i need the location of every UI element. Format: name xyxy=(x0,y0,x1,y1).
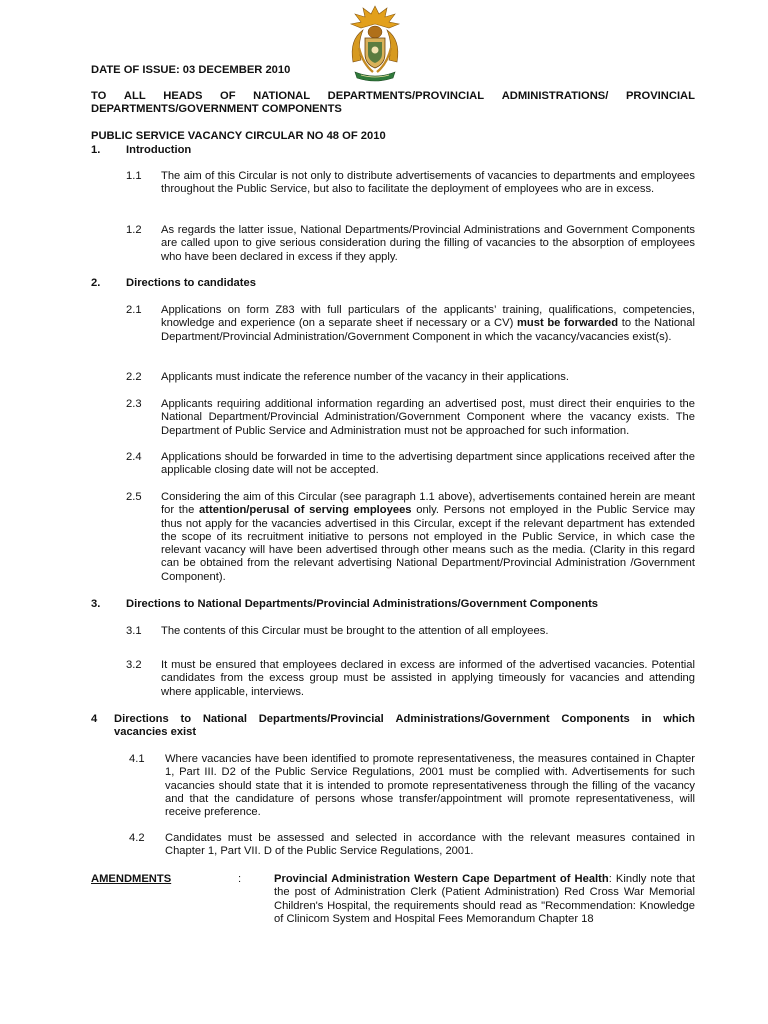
paragraph-text: As regards the latter issue, National Departments/Provincial Administrations and Government Components are called upon to give serious consideration during the filling of vacancies to the absorption of employees who have been declared in excess if they apply. xyxy=(161,224,695,263)
section-number: 2. xyxy=(91,277,101,289)
paragraph-number: 2.1 xyxy=(126,304,142,316)
paragraph-number: 2.3 xyxy=(126,398,142,410)
section-heading-directions-to-candidates: Directions to candidates xyxy=(126,277,256,289)
section-heading-introduction: Introduction xyxy=(126,144,192,156)
paragraph-number: 2.5 xyxy=(126,491,142,503)
paragraph-text: Applicants requiring additional information regarding an advertised post, must direct their enquiries to the National Department/Provincial Administration/Government Component where the vacancy exists. The Department of Public Service and Administration must not be approached for such information. xyxy=(161,398,695,437)
paragraph-number: 4.1 xyxy=(129,753,145,765)
section-heading-directions-to-departments: Directions to National Departments/Provincial Administrations/Government Components xyxy=(126,598,599,610)
paragraph-number: 2.4 xyxy=(126,451,142,463)
circular-title: PUBLIC SERVICE VACANCY CIRCULAR NO 48 OF 2010 xyxy=(91,130,386,142)
paragraph-text: Considering the aim of this Circular (see paragraph 1.1 above), advertisements contained herein are meant for the attention/perusal of serving employees only. Persons not employed in the Public Service may thus not apply for the vacancies advertised in this Circular, except if the relevant department has extended the scope of its recruitment initiative to persons not employed in the Public Service, in which case the relevant vacancy will have been advertised through other means such as the media. (Clarity in this regard can be obtained from the relevant advertising National Department/Provincial Administration /Government Component). xyxy=(161,491,696,583)
paragraph-text: Applicants must indicate the reference number of the vacancy in their applications. xyxy=(161,371,569,383)
paragraph-text: Applications on form Z83 with full particulars of the applicants’ training, qualifications, competencies, knowledge and experience (on a separate sheet if necessary or a CV) must be forwarded to the National Department/Provincial Administration/Government Component in which the vacancy/vacancies exist(s). xyxy=(161,304,695,343)
paragraph-text: The contents of this Circular must be brought to the attention of all employees. xyxy=(161,625,549,637)
paragraph-text: Where vacancies have been identified to promote representativeness, the measures contained in Chapter 1, Part III. D2 of the Public Service Regulations, 2001 must be complied with. Advertisements for such vacancies should state that it is intended to promote representativeness through the filling of the vacancy and that the candidature of persons whose transfer/appointment will promote representativeness, will receive preference. xyxy=(165,753,695,819)
paragraph-number: 1.2 xyxy=(126,224,142,236)
paragraph-number: 2.2 xyxy=(126,371,142,383)
paragraph-number: 1.1 xyxy=(126,170,142,182)
addressee-line-1: TO ALL HEADS OF NATIONAL DEPARTMENTS/PROVINCIAL ADMINISTRATIONS/ PROVINCIAL xyxy=(91,90,695,102)
paragraph-number: 3.1 xyxy=(126,625,142,637)
section-number: 4 xyxy=(91,713,98,725)
addressee-line-2: DEPARTMENTS/GOVERNMENT COMPONENTS xyxy=(91,103,342,115)
paragraph-text: Applications should be forwarded in time to the advertising department since applications received after the applicable closing date will not be accepted. xyxy=(161,451,695,477)
coat-of-arms-emblem xyxy=(343,2,407,82)
amendments-colon: : xyxy=(238,873,242,885)
amendments-text: Provincial Administration Western Cape Department of Health: Kindly note that the post of Administration Clerk (Patient Administration) Red Cross War Memorial Children's Hospital, the requirements should read as "Recommendation: Knowledge of Clinicom System and Hospital Fees Memorandum Chapter 18 xyxy=(274,873,695,925)
section-number: 3. xyxy=(91,598,101,610)
paragraph-number: 3.2 xyxy=(126,659,142,671)
section-heading-continued: vacancies exist xyxy=(114,726,197,738)
section-number: 1. xyxy=(91,144,101,156)
paragraph-number: 4.2 xyxy=(129,832,145,844)
paragraph-text: It must be ensured that employees declared in excess are informed of the advertised vacancies. Potential candidates from the excess group must be assisted in applying timeously for vacancies and attending where applicable, interviews. xyxy=(161,659,695,698)
paragraph-text: Candidates must be assessed and selected in accordance with the relevant measures contained in Chapter 1, Part VII. D of the Public Service Regulations, 2001. xyxy=(165,832,695,858)
date-of-issue: DATE OF ISSUE: 03 DECEMBER 2010 xyxy=(91,64,291,76)
section-heading-vacancies-exist: Directions to National Departments/Provincial Administrations/Government Components in which xyxy=(114,713,695,725)
paragraph-text: The aim of this Circular is not only to distribute advertisements of vacancies to departments and employees throughout the Public Service, but also to facilitate the deployment of employees who are in excess. xyxy=(161,170,695,196)
amendments-label: AMENDMENTS xyxy=(91,873,172,885)
